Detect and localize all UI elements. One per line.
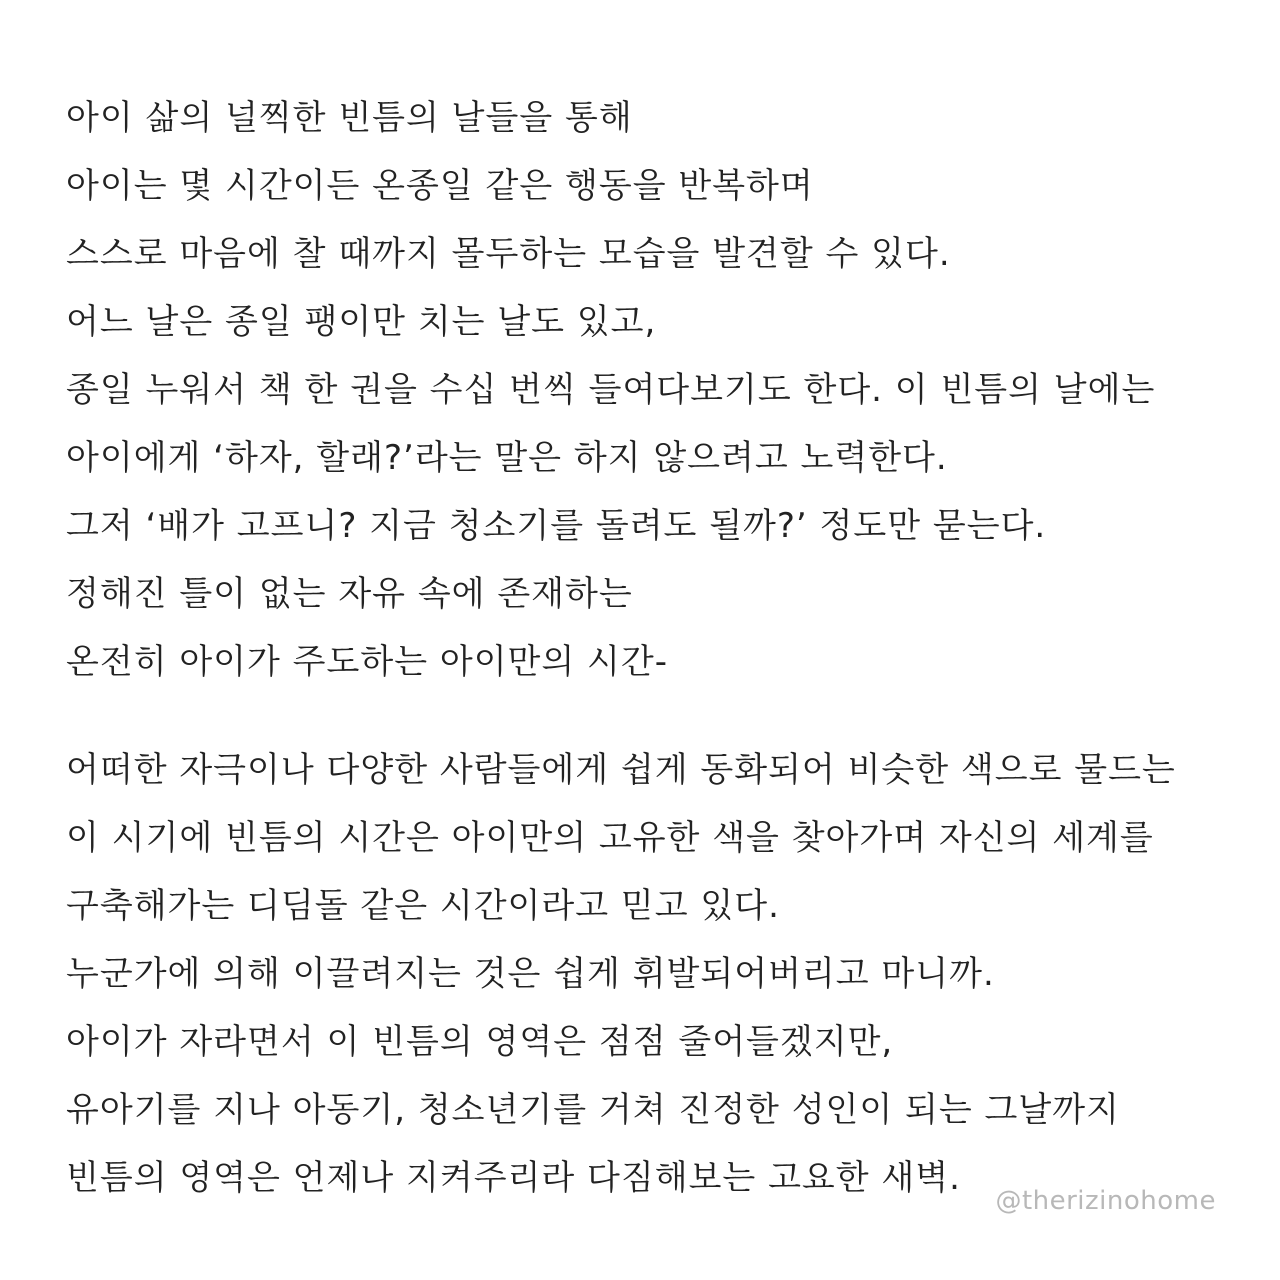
text-line: 아이가 자라면서 이 빈틈의 영역은 점점 줄어들겠지만, (66, 1022, 894, 1062)
text-line: 구축해가는 디딤돌 같은 시간이라고 믿고 있다. (66, 886, 780, 926)
watermark-handle: @therizinohome (995, 1186, 1216, 1216)
text-line: 종일 누워서 책 한 권을 수십 번씩 들여다보기도 한다. 이 빈틈의 날에는 (66, 370, 1156, 410)
text-line: 스스로 마음에 찰 때까지 몰두하는 모습을 발견할 수 있다. (66, 234, 951, 274)
text-line: 아이 삶의 널찍한 빈틈의 날들을 통해 (66, 98, 633, 138)
text-line: 온전히 아이가 주도하는 아이만의 시간- (66, 642, 669, 682)
text-line: 정해진 틀이 없는 자유 속에 존재하는 (66, 574, 633, 614)
text-line: 아이에게 ‘하자, 할래?’라는 말은 하지 않으려고 노력한다. (66, 438, 948, 478)
text-line: 어느 날은 종일 팽이만 치는 날도 있고, (66, 302, 657, 342)
paragraph-gap (66, 696, 1226, 736)
paragraph-2 (66, 736, 1226, 1212)
text-line: 이 시기에 빈틈의 시간은 아이만의 고유한 색을 찾아가며 자신의 세계를 (66, 818, 1154, 858)
text-line: 빈틈의 영역은 언제나 지켜주리라 다짐해보는 고요한 새벽. (66, 1158, 961, 1198)
essay-body (66, 84, 1226, 1212)
text-line: 유아기를 지나 아동기, 청소년기를 거쳐 진정한 성인이 되는 그날까지 (66, 1090, 1120, 1130)
text-line: 어떠한 자극이나 다양한 사람들에게 쉽게 동화되어 비슷한 색으로 물드는 (66, 750, 1176, 790)
paragraph-1 (66, 84, 1226, 696)
text-line: 누군가에 의해 이끌려지는 것은 쉽게 휘발되어버리고 마니까. (66, 954, 995, 994)
text-line: 아이는 몇 시간이든 온종일 같은 행동을 반복하며 (66, 166, 814, 206)
text-line: 그저 ‘배가 고프니? 지금 청소기를 돌려도 될까?’ 정도만 묻는다. (66, 506, 1047, 546)
